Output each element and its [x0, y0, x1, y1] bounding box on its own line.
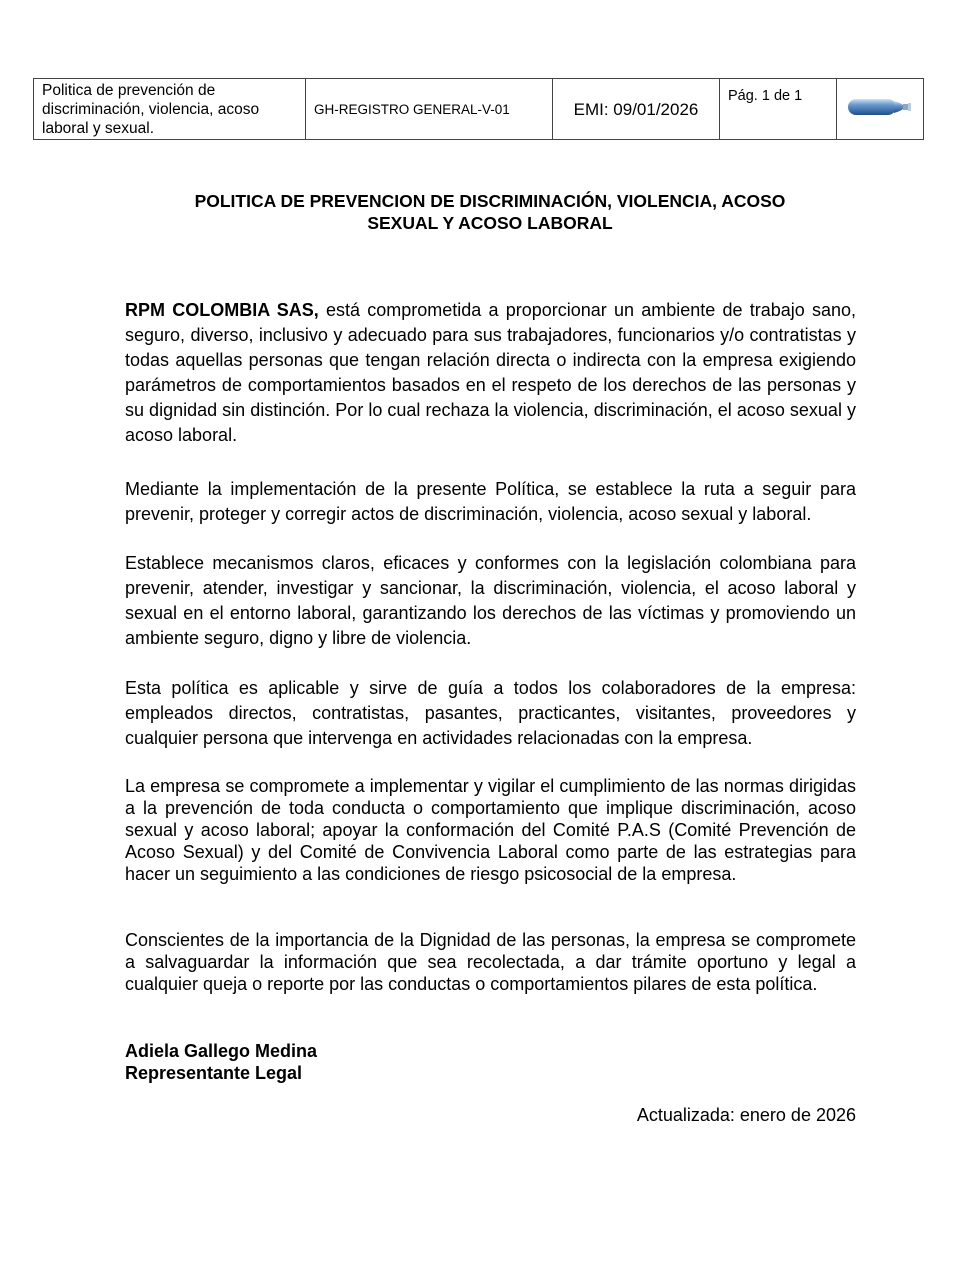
title-line-2: SEXUAL Y ACOSO LABORAL [367, 213, 613, 233]
signatory-name: Adiela Gallego Medina [125, 1041, 318, 1061]
header-doc-title: Politica de prevención de discriminación, violencia, acoso laboral y sexual. [34, 79, 306, 140]
title-line-1: POLITICA DE PREVENCION DE DISCRIMINACIÓN, VIOLENCIA, ACOSO [194, 191, 786, 211]
company-name: RPM COLOMBIA SAS, [125, 300, 319, 320]
paragraph-1 [125, 298, 856, 448]
header-doc-code: GH-REGISTRO GENERAL-V-01 [306, 79, 553, 140]
paragraph-4: Esta política es aplicable y sirve de guía a todos los colaboradores de la empresa: empleados directos, contratistas, pasantes, practicantes, visitantes, proveedores y cualquier persona que intervenga en actividades relacionadas con la empresa. [125, 678, 856, 748]
gas-cylinder-logo-icon [847, 96, 913, 118]
document-header-table [33, 78, 924, 140]
updated-date: Actualizada: enero de 2026 [636, 1105, 856, 1125]
policy-title [100, 190, 880, 234]
header-issue-date: EMI: 09/01/2026 [553, 79, 720, 140]
paragraph-2: Mediante la implementación de la presente Política, se establece la ruta a seguir para prevenir, proteger y corregir actos de discriminación, violencia, acoso sexual y laboral. [125, 479, 856, 524]
header-page-number: Pág. 1 de 1 [720, 79, 837, 140]
header-logo-cell [837, 79, 924, 140]
signatory-role: Representante Legal [125, 1063, 303, 1083]
paragraph-3: Establece mecanismos claros, eficaces y conformes con la legislación colombiana para prevenir, atender, investigar y sancionar, la discriminación, violencia, el acoso laboral y sexual en el entorno laboral, garantizando los derechos de las víctimas y promoviendo un ambiente seguro, digno y libre de violencia. [125, 553, 856, 648]
paragraph-5: La empresa se compromete a implementar y vigilar el cumplimiento de las normas dirigidas a la prevención de toda conducta o comportamiento que implique discriminación, acoso sexual y acoso laboral; apoyar la conformación del Comité P.A.S (Comité Prevención de Acoso Sexual) y del Comité de Convivencia Laboral como parte de las estrategias para hacer un seguimiento a las condiciones de riesgo psicosocial de la empresa. [125, 776, 856, 884]
paragraph-6: Conscientes de la importancia de la Dignidad de las personas, la empresa se compromete a salvaguardar la información que sea recolectada, a dar trámite oportuno y legal a cualquier queja o reporte por las conductas o comportamientos pilares de esta política. [125, 930, 856, 994]
signature-block [125, 1040, 317, 1084]
paragraph-1-text: está comprometida a proporcionar un ambiente de trabajo sano, seguro, diverso, inclusivo y adecuado para sus trabajadores, funcionarios y/o contratistas y todas aquellas personas que tengan relación directa o indirecta con la empresa exigiendo parámetros de comportamientos basados en el respeto de los derechos de las personas y su dignidad sin distinción. Por lo cual rechaza la violencia, discriminación, el acoso sexual y acoso laboral. [125, 300, 856, 445]
